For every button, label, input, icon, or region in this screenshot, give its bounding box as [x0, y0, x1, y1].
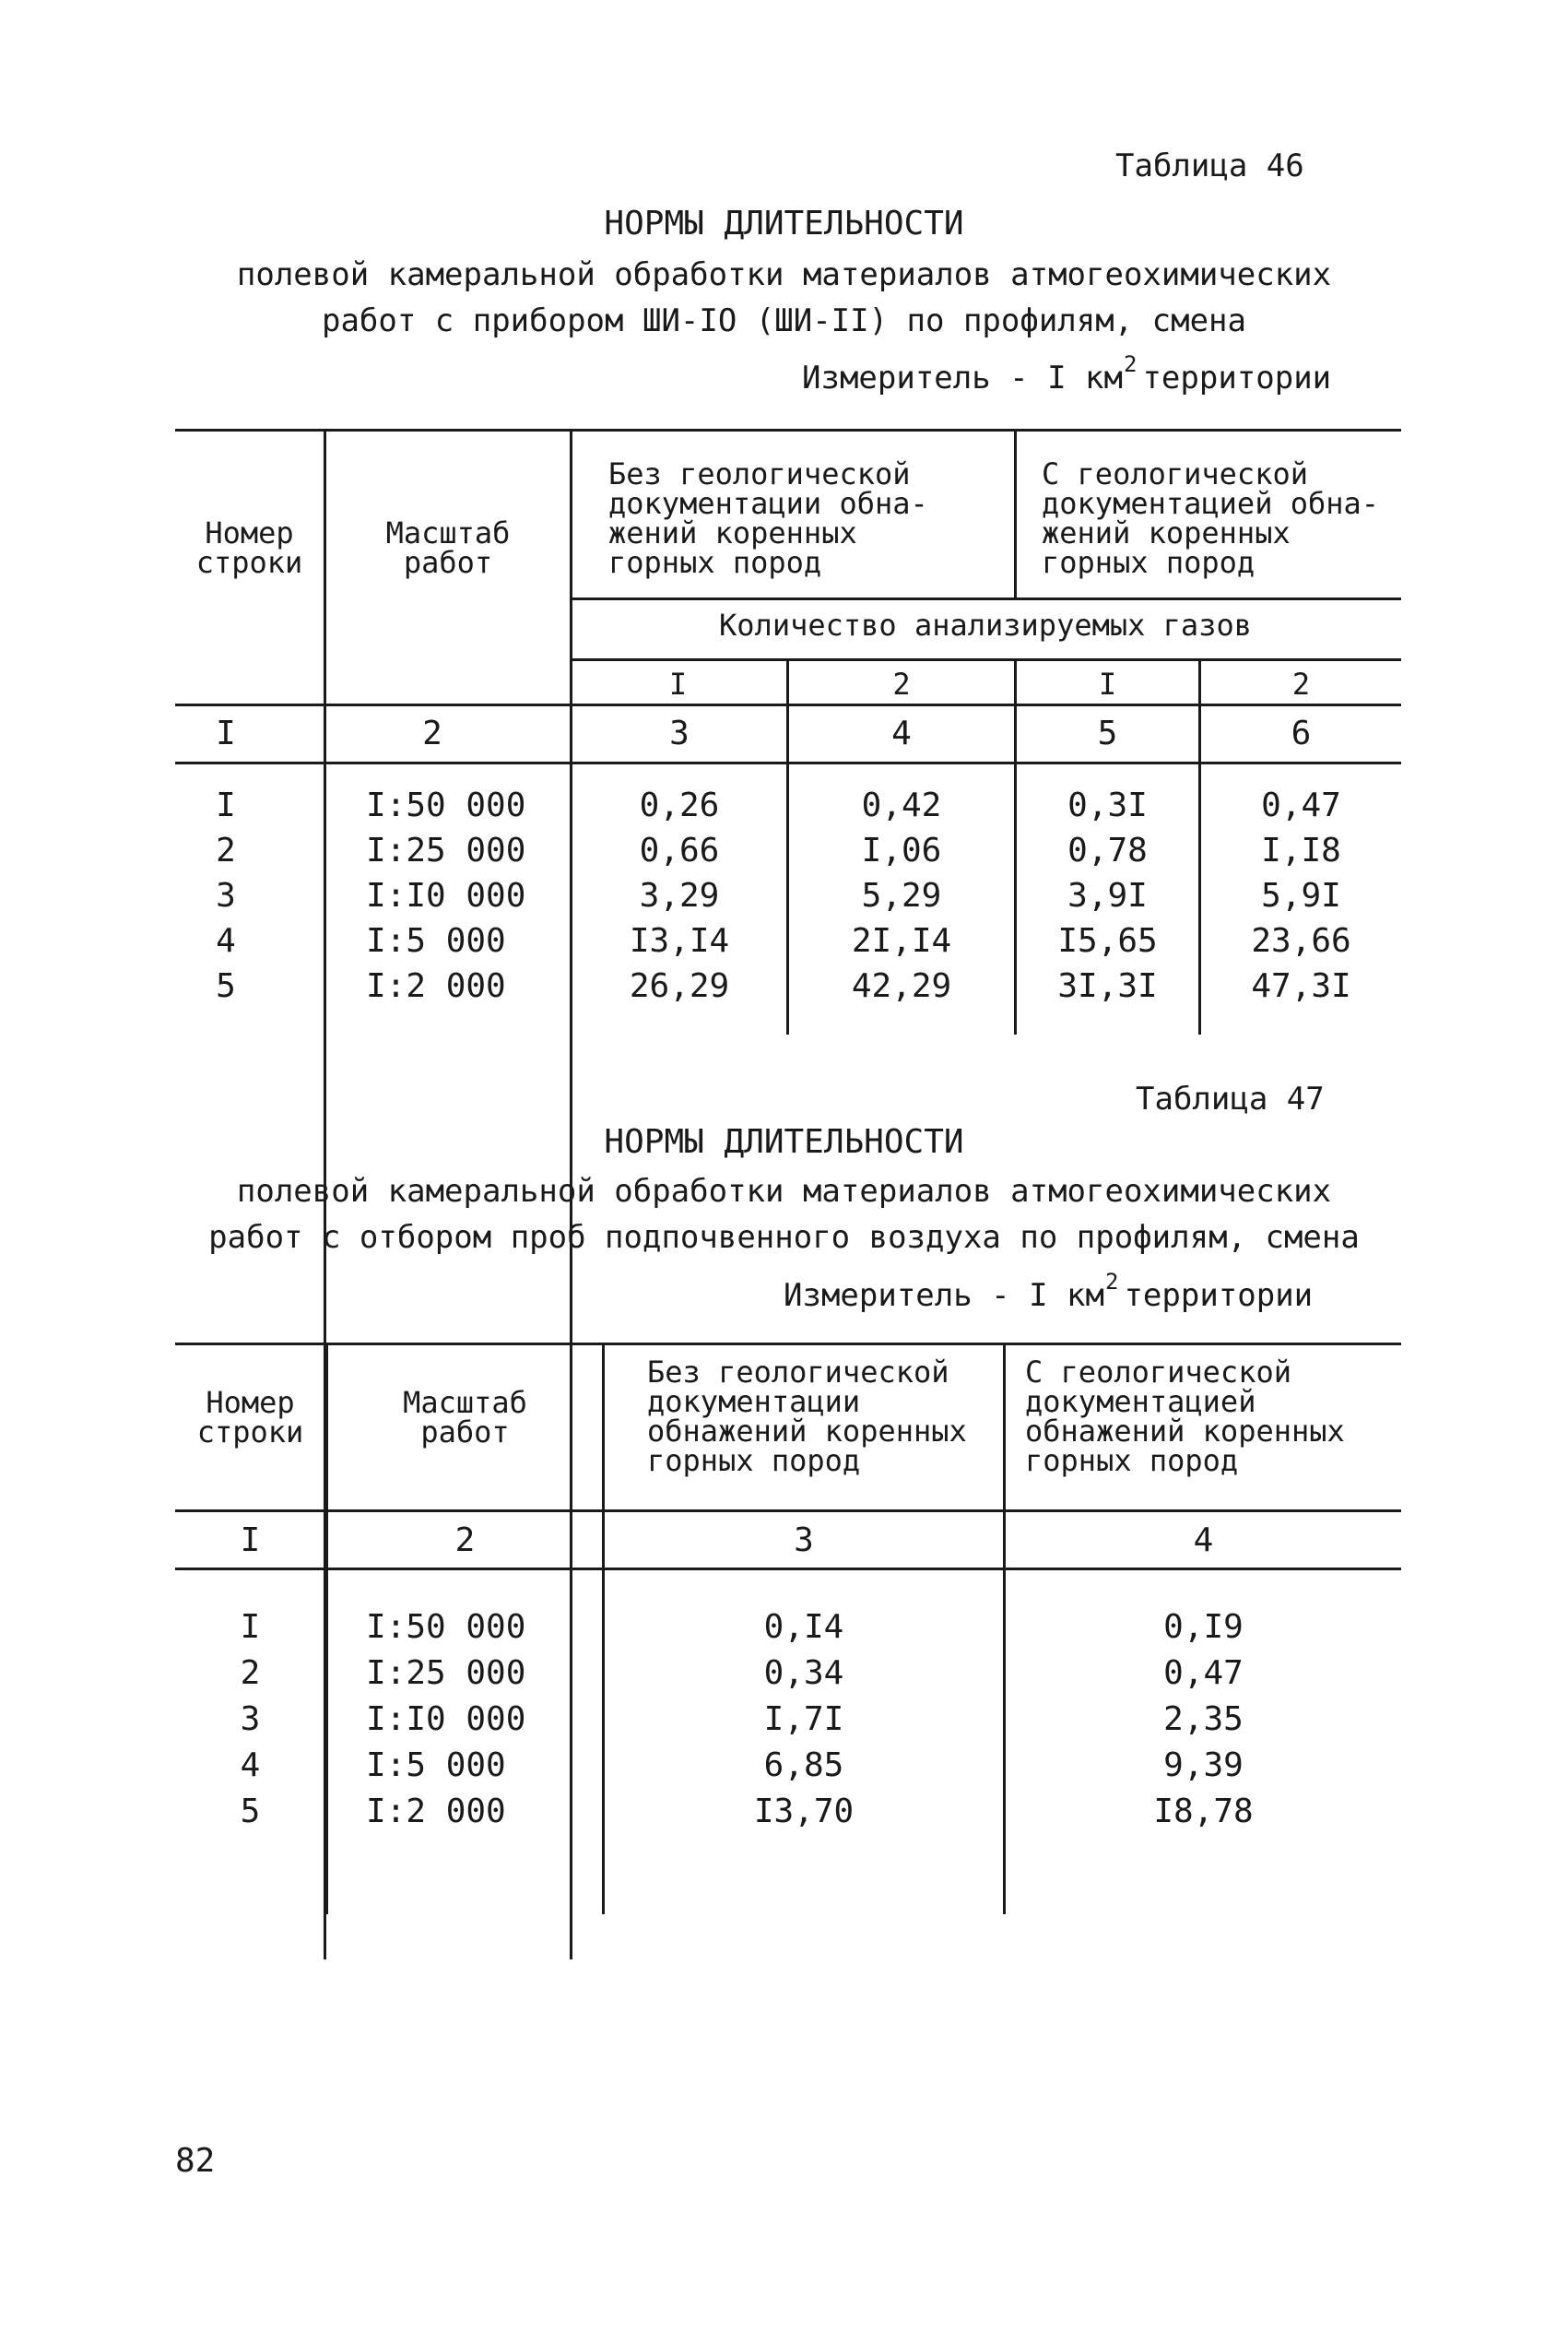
- page-number: 82: [175, 2142, 216, 2180]
- table46-header-scale: Масштаб работ: [385, 515, 511, 580]
- table46-colnum-3: 3: [669, 715, 690, 752]
- table46-colnum-5: 5: [1097, 715, 1118, 752]
- table47-subtitle-line1: полевой камеральной обработки материалов атмогеохимических: [236, 1173, 1332, 1210]
- table46-colnum-6: 6: [1291, 715, 1312, 752]
- table46-colnum-4: 4: [891, 715, 912, 752]
- table47-measure: Измеритель - I $км^2$ территории: [784, 1269, 1314, 1314]
- table47-header-scale: Масштаб работ: [403, 1385, 527, 1449]
- table46-header-without-geo: Без геологической документации обна- жений коренных горных пород: [608, 456, 928, 580]
- table46-colnum-1: I: [216, 715, 236, 752]
- table46-gas-count-3: I: [1098, 667, 1117, 702]
- table47-colnum-1: I: [240, 1521, 261, 1559]
- table46-subtitle-line1: полевой камеральной обработки материалов атмогеохимических: [236, 256, 1332, 293]
- table47-header-without-geo: Без геологической документации обнажений коренных горных пород: [647, 1355, 967, 1478]
- table47-colnum-3: 3: [794, 1521, 814, 1559]
- table47-colnum-2: 2: [454, 1521, 476, 1559]
- table46-header-row-no: Номер строки: [195, 515, 303, 580]
- table46-measure: Измеритель - I $км^2$ территории: [802, 351, 1332, 396]
- table47-colnum-4: 4: [1193, 1521, 1214, 1559]
- table46-title: НОРМЫ ДЛИТЕЛЬНОСТИ: [604, 205, 964, 243]
- table47-label: Таблица 47: [1136, 1081, 1325, 1118]
- table47-title: НОРМЫ ДЛИТЕЛЬНОСТИ: [604, 1123, 964, 1161]
- table46-gas-count-2: 2: [892, 667, 911, 702]
- table47-header-with-geo: С геологической документацией обнажений коренных горных пород: [1025, 1355, 1345, 1478]
- table46-gas-count-4: 2: [1291, 667, 1311, 702]
- table46-label: Таблица 46: [1115, 148, 1304, 184]
- table46-colnum-2: 2: [422, 715, 442, 752]
- table47-header-row-no: Номер строки: [196, 1385, 304, 1449]
- table46-gas-count-1: I: [668, 667, 688, 702]
- table47-subtitle-line2: работ с отбором проб подпочвенного воздуха по профилям, смена: [208, 1219, 1360, 1256]
- table46-header-with-geo: С геологической документацией обна- жений коренных горных пород: [1042, 456, 1380, 580]
- table46-subtitle-line2: работ с прибором ШИ-IO (ШИ-II) по профилям, смена: [321, 302, 1247, 339]
- table46-header-gases: Количество анализируемых газов: [719, 608, 1252, 643]
